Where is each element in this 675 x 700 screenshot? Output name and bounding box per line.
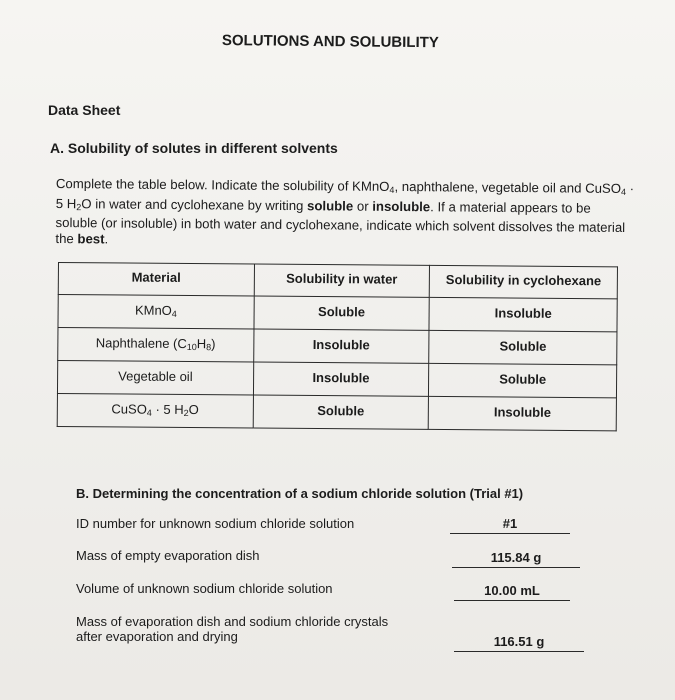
- empty-dish-mass-underline: [452, 567, 580, 568]
- table-header-row: [58, 263, 617, 299]
- dish-crystals-mass-label: Mass of evaporation dish and sodium chloride crystals: [76, 614, 389, 629]
- empty-dish-mass-label: Mass of empty evaporation dish: [76, 548, 260, 563]
- header-water: Solubility in water: [254, 264, 430, 297]
- cyclohexane-solubility-cell: Insoluble: [428, 396, 616, 430]
- material-cell: Vegetable oil: [57, 361, 253, 396]
- water-solubility-cell: Soluble: [254, 296, 430, 330]
- material-cell: KMnO$_4$: [58, 295, 254, 330]
- solution-volume-value: 10.00 mL: [484, 583, 540, 598]
- table-row: [57, 393, 616, 430]
- section-a-heading: A. Solubility of solutes in different solvents: [50, 140, 338, 156]
- header-material: Material: [58, 263, 254, 297]
- material-cell: Naphthalene $(C_{10}H_8)$: [58, 328, 254, 363]
- id-number-label: ID number for unknown sodium chloride solution: [76, 516, 355, 531]
- table-row: [57, 361, 616, 398]
- cyclohexane-solubility-cell: Insoluble: [429, 297, 617, 331]
- water-solubility-cell: Soluble: [253, 395, 429, 429]
- id-number-underline: [450, 533, 570, 534]
- material-cell: CuSO$_4$ · 5 $H_2O$: [57, 393, 253, 428]
- dish-crystals-mass-value: 116.51 g: [493, 634, 545, 649]
- water-solubility-cell: Insoluble: [253, 329, 429, 363]
- solubility-table: [57, 262, 618, 431]
- id-number-value: #1: [502, 516, 518, 531]
- page-title: SOLUTIONS AND SOLUBILITY: [221, 32, 439, 52]
- header-cyclohexane: Solubility in cyclohexane: [429, 265, 617, 298]
- solution-volume-label: Volume of unknown sodium chloride solution: [76, 581, 333, 596]
- empty-dish-mass-value: 115.84 g: [490, 550, 542, 565]
- table-row: [58, 295, 617, 332]
- cyclohexane-solubility-cell: Soluble: [429, 330, 617, 364]
- solution-volume-underline: [454, 600, 570, 601]
- table-row: [58, 328, 617, 365]
- dish-crystals-mass-label-line2: after evaporation and drying: [76, 629, 238, 644]
- data-sheet-heading: Data Sheet: [48, 102, 121, 118]
- dish-crystals-mass-underline: [454, 651, 584, 652]
- section-a-instructions: Complete the table below. Indicate the solubility of KMnO$_4$, naphthalene, vegetable oil and CuSO$_4$ · 5 $H_2O$ in water and cyclohexane by writing soluble or insoluble. If a material appears to be soluble (or insoluble) in both water and cyclohexane, indicate which solvent dissolves the material the best.: [55, 176, 635, 246]
- water-solubility-cell: Insoluble: [253, 362, 429, 396]
- cyclohexane-solubility-cell: Soluble: [429, 363, 617, 397]
- section-b-heading: B. Determining the concentration of a sodium chloride solution (Trial #1): [76, 486, 524, 501]
